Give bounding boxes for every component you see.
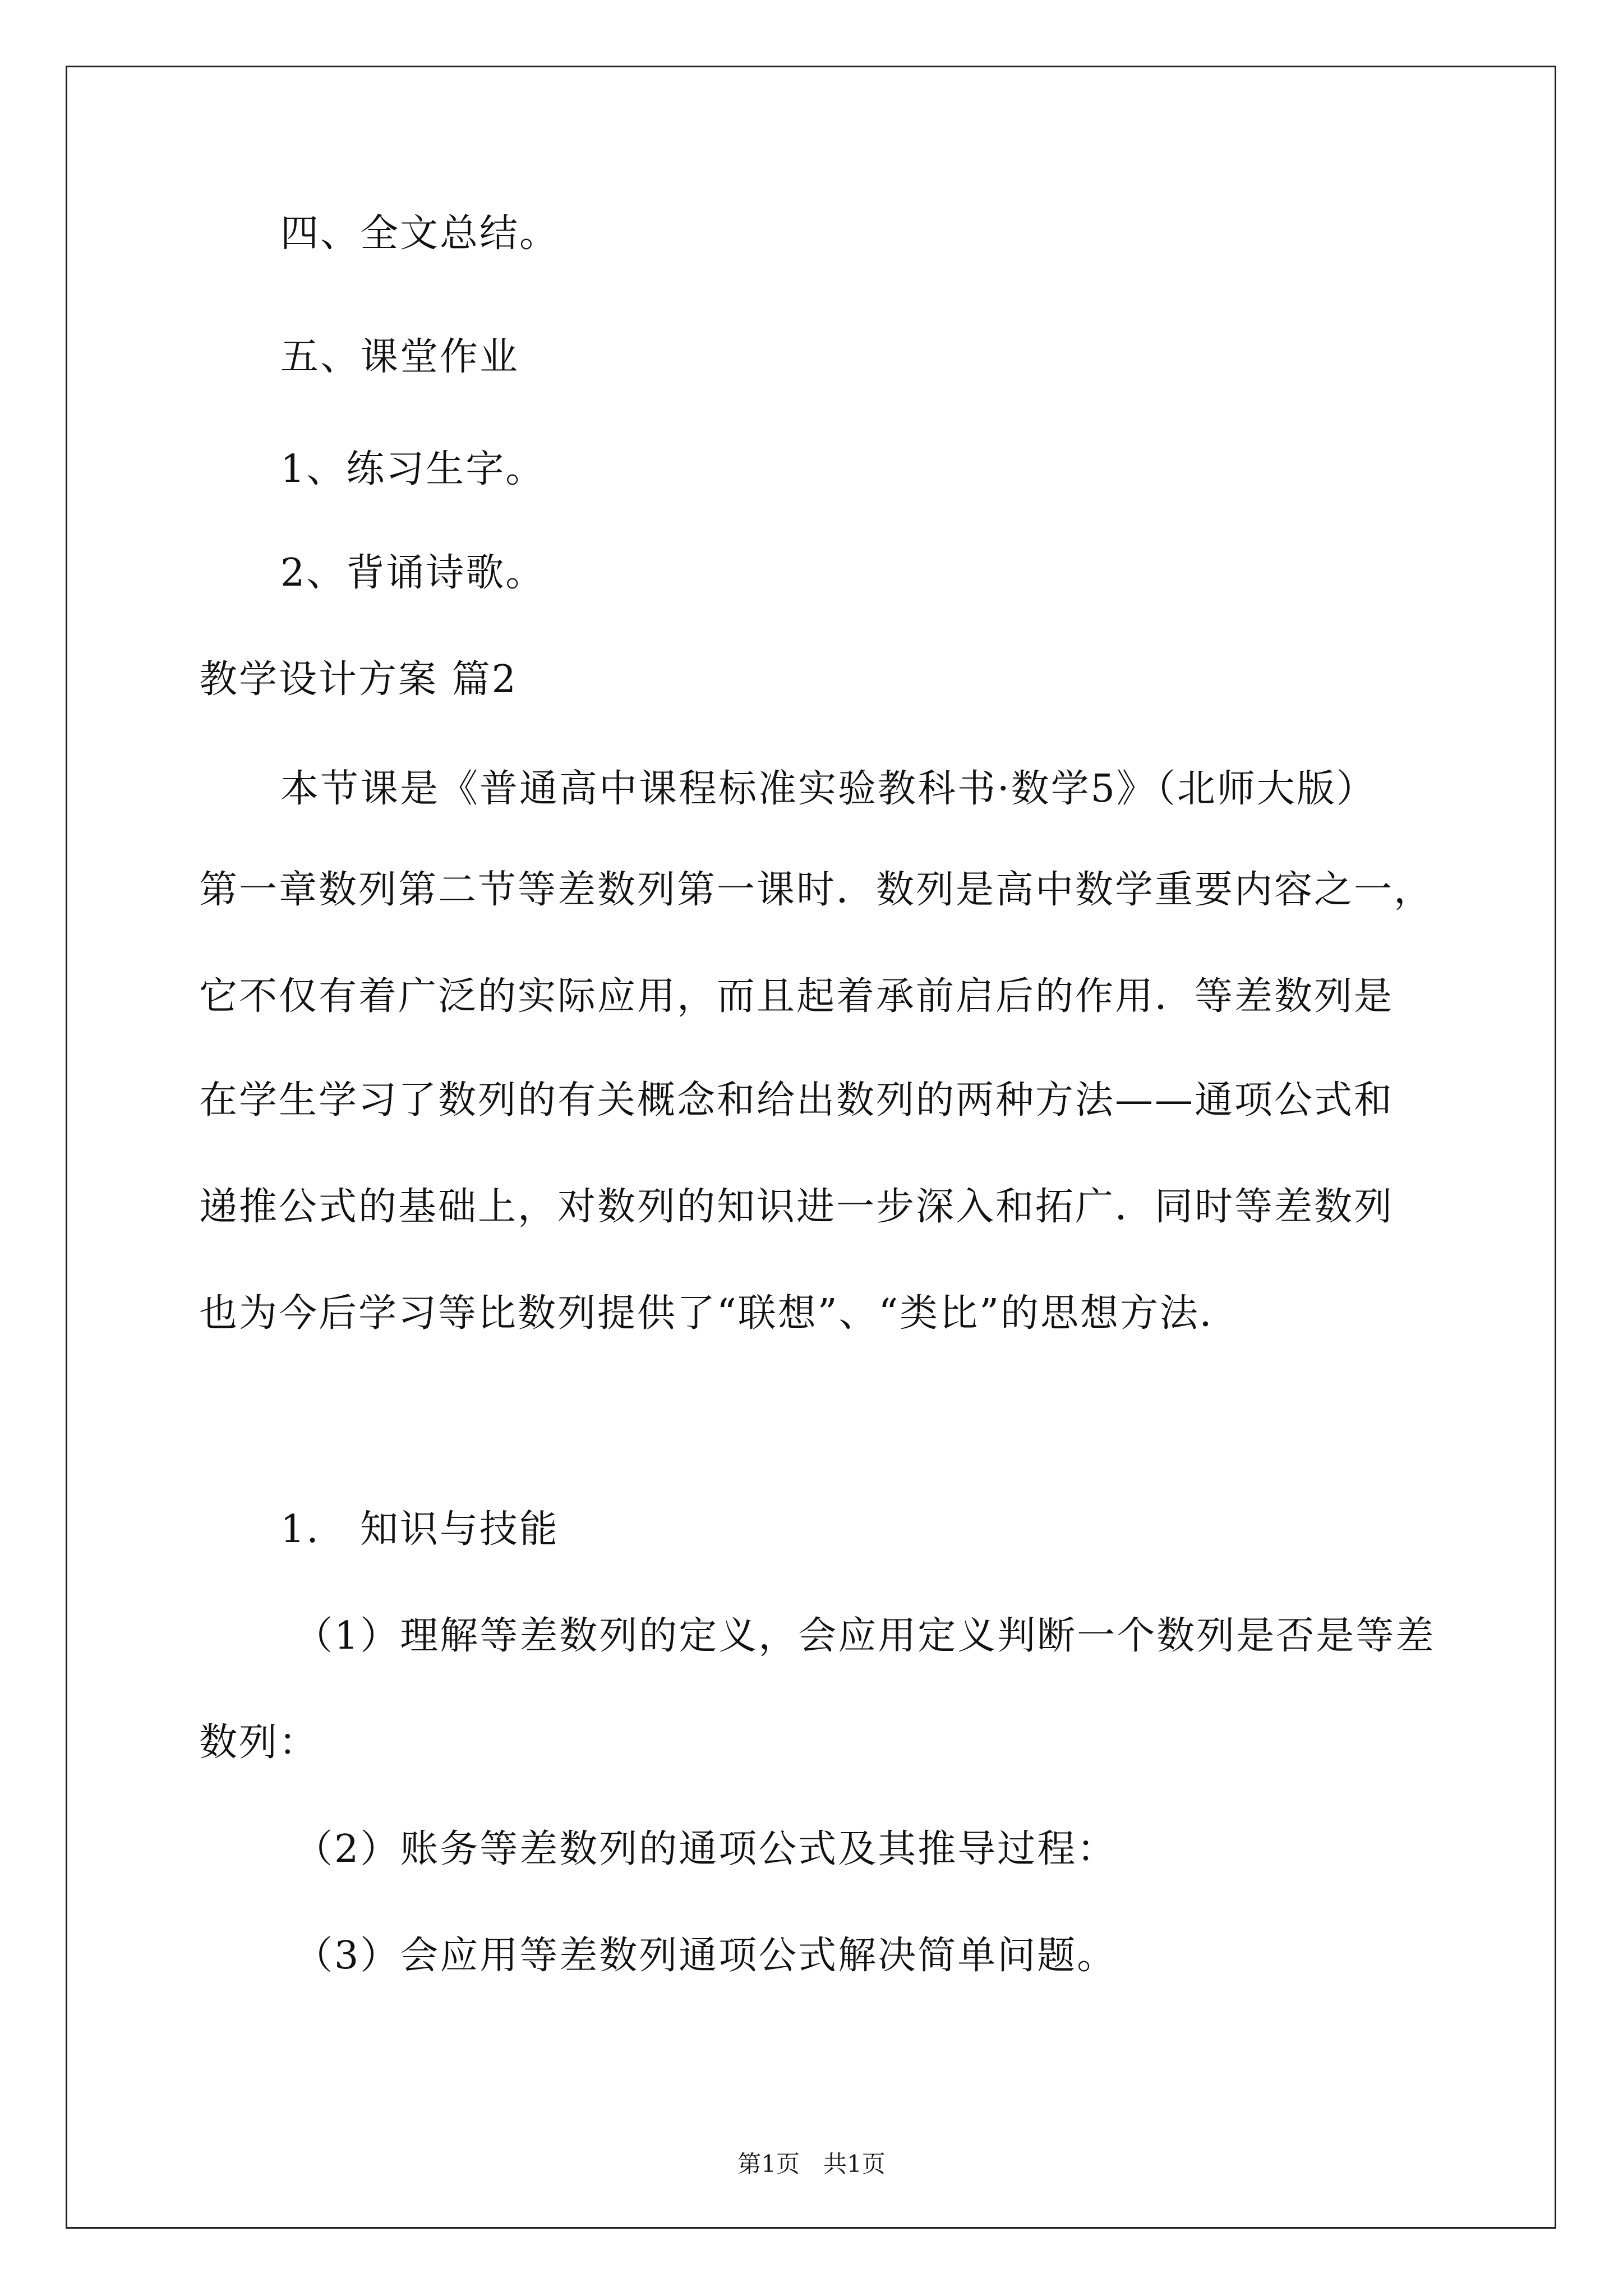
objective-item-2: （2）账务等差数列的通项公式及其推导过程： xyxy=(294,1827,1117,1871)
homework-item-1: 1、练习生字。 xyxy=(280,447,546,491)
objective-item-1: （1）理解等差数列的定义，会应用定义判断一个数列是否是等差 xyxy=(294,1614,1436,1658)
paragraph-line: 它不仅有着广泛的实际应用，而且起着承前启后的作用．等差数列是 xyxy=(199,974,1394,1019)
paragraph-line: 也为今后学习等比数列提供了“联想”、“类比”的思想方法． xyxy=(199,1291,1240,1336)
objective-item-3: （3）会应用等差数列通项公式解决简单问题。 xyxy=(294,1934,1117,1978)
objective-item-1-cont: 数列： xyxy=(199,1720,319,1765)
homework-item-2: 2、背诵诗歌。 xyxy=(280,551,546,595)
paragraph-line: 在学生学习了数列的有关概念和给出数列的两种方法——通项公式和 xyxy=(199,1078,1394,1122)
section-heading-summary: 四、全文总结。 xyxy=(280,211,560,256)
paragraph-line: 第一章数列第二节等差数列第一课时．数列是高中数学重要内容之一， xyxy=(199,868,1434,912)
article-title: 教学设计方案 篇2 xyxy=(199,657,518,702)
paragraph-line: 本节课是《普通高中课程标准实验教科书·数学5》（北师大版） xyxy=(280,767,1376,811)
page-footer: 第1页 共1页 xyxy=(737,2150,886,2178)
page-border xyxy=(66,66,1556,2229)
section-heading-homework: 五、课堂作业 xyxy=(280,335,520,379)
paragraph-line: 递推公式的基础上，对数列的知识进一步深入和拓广．同时等差数列 xyxy=(199,1185,1394,1229)
subsection-heading: 1. 知识与技能 xyxy=(280,1507,559,1552)
